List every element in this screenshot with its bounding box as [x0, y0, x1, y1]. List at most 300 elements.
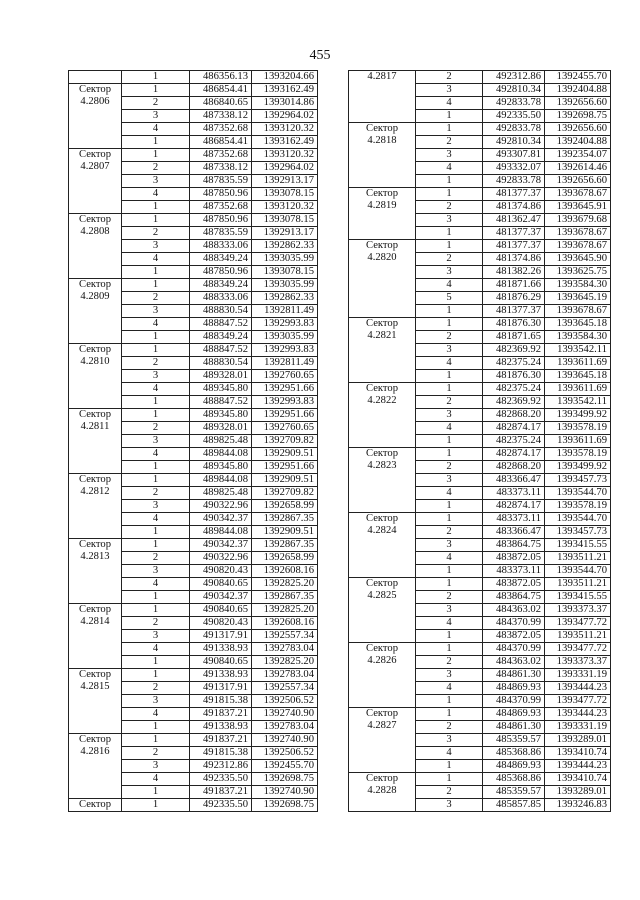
- coordinate-y: 1393499.92: [545, 461, 611, 474]
- coordinate-y: 1393542.11: [545, 396, 611, 409]
- coordinate-x: 481871.65: [483, 331, 545, 344]
- coordinate-x: 492312.86: [483, 71, 545, 84]
- coordinate-x: 487850.96: [190, 188, 252, 201]
- coordinate-y: 1392825.20: [252, 656, 318, 669]
- coordinate-x: 491338.93: [190, 669, 252, 682]
- coordinate-y: 1393078.15: [252, 214, 318, 227]
- sector-label: Сектор 4.2824: [349, 513, 416, 578]
- coordinate-x: 487835.59: [190, 227, 252, 240]
- point-number: 1: [416, 760, 483, 773]
- point-number: 4: [416, 422, 483, 435]
- point-number: 3: [122, 305, 190, 318]
- coordinate-x: 485368.86: [483, 747, 545, 760]
- point-number: 1: [122, 409, 190, 422]
- coordinate-x: 483864.75: [483, 539, 545, 552]
- point-number: 1: [122, 656, 190, 669]
- point-number: 4: [122, 643, 190, 656]
- coordinate-x: 488333.06: [190, 292, 252, 305]
- sector-label: Сектор 4.2818: [349, 123, 416, 188]
- point-number: 4: [416, 682, 483, 695]
- point-number: 3: [416, 344, 483, 357]
- coordinate-x: 490342.37: [190, 591, 252, 604]
- coordinate-x: 492833.78: [483, 97, 545, 110]
- table-row: [69, 669, 318, 682]
- table-row: [349, 773, 611, 786]
- coordinate-x: 484370.99: [483, 643, 545, 656]
- point-number: 1: [122, 539, 190, 552]
- point-number: 1: [416, 370, 483, 383]
- coordinate-x: 490820.43: [190, 617, 252, 630]
- coordinate-y: 1392698.75: [545, 110, 611, 123]
- coordinate-y: 1392783.04: [252, 643, 318, 656]
- table-row: [349, 383, 611, 396]
- coordinate-y: 1393331.19: [545, 669, 611, 682]
- coordinate-x: 485857.85: [483, 799, 545, 812]
- coordinate-y: 1392506.52: [252, 747, 318, 760]
- coordinate-y: 1392909.51: [252, 474, 318, 487]
- point-number: 1: [122, 474, 190, 487]
- point-number: 3: [416, 734, 483, 747]
- table-row: [349, 71, 611, 84]
- coordinate-y: 1392557.34: [252, 682, 318, 695]
- coordinate-x: 488349.24: [190, 279, 252, 292]
- coordinate-y: 1393645.19: [545, 292, 611, 305]
- coordinate-y: 1393477.72: [545, 695, 611, 708]
- sector-label: Сектор 4.2826: [349, 643, 416, 708]
- point-number: 2: [416, 136, 483, 149]
- coordinate-x: 488847.52: [190, 344, 252, 357]
- coordinate-y: 1392825.20: [252, 604, 318, 617]
- point-number: 4: [416, 357, 483, 370]
- coordinate-x: 489328.01: [190, 422, 252, 435]
- point-number: 1: [122, 669, 190, 682]
- point-number: 3: [416, 409, 483, 422]
- point-number: 2: [122, 552, 190, 565]
- coordinate-x: 484869.93: [483, 708, 545, 721]
- point-number: 2: [416, 331, 483, 344]
- coordinate-x: 488847.52: [190, 318, 252, 331]
- coordinate-y: 1393511.21: [545, 578, 611, 591]
- coordinate-x: 487338.12: [190, 110, 252, 123]
- point-number: 3: [122, 370, 190, 383]
- point-number: 1: [122, 331, 190, 344]
- table-row: [349, 123, 611, 136]
- coordinate-x: 484869.93: [483, 760, 545, 773]
- point-number: 1: [416, 695, 483, 708]
- point-number: 3: [416, 84, 483, 97]
- point-number: 3: [416, 539, 483, 552]
- point-number: 4: [416, 97, 483, 110]
- coordinate-y: 1393477.72: [545, 643, 611, 656]
- coordinate-x: 491815.38: [190, 695, 252, 708]
- coordinate-x: 483872.05: [483, 630, 545, 643]
- point-number: 1: [416, 110, 483, 123]
- coordinate-x: 485359.57: [483, 734, 545, 747]
- coordinate-x: 492810.34: [483, 84, 545, 97]
- point-number: 1: [122, 344, 190, 357]
- coordinate-y: 1392993.83: [252, 396, 318, 409]
- coordinate-y: 1392951.66: [252, 461, 318, 474]
- coordinate-x: 484363.02: [483, 656, 545, 669]
- coordinate-x: 491338.93: [190, 721, 252, 734]
- coordinate-y: 1393204.66: [252, 71, 318, 84]
- coordinate-y: 1393499.92: [545, 409, 611, 422]
- point-number: 4: [416, 279, 483, 292]
- coordinate-x: 482375.24: [483, 383, 545, 396]
- coordinate-y: 1392740.90: [252, 786, 318, 799]
- point-number: 1: [122, 396, 190, 409]
- coordinate-y: 1393645.18: [545, 318, 611, 331]
- coordinate-y: 1393544.70: [545, 513, 611, 526]
- point-number: 1: [416, 188, 483, 201]
- point-number: 4: [122, 773, 190, 786]
- coordinate-x: 492833.78: [483, 175, 545, 188]
- point-number: 4: [416, 162, 483, 175]
- point-number: 1: [416, 578, 483, 591]
- coordinate-y: 1392964.02: [252, 110, 318, 123]
- coordinate-y: 1393578.19: [545, 448, 611, 461]
- coordinate-y: 1393584.30: [545, 279, 611, 292]
- coordinate-x: 487352.68: [190, 201, 252, 214]
- coordinate-y: 1392783.04: [252, 721, 318, 734]
- coordinate-x: 487352.68: [190, 123, 252, 136]
- coordinate-x: 489825.48: [190, 435, 252, 448]
- point-number: 2: [416, 656, 483, 669]
- table-row: [349, 448, 611, 461]
- point-number: 1: [122, 734, 190, 747]
- coordinate-y: 1393410.74: [545, 747, 611, 760]
- coordinate-y: 1393035.99: [252, 253, 318, 266]
- table-row: [69, 84, 318, 97]
- coordinate-x: 481377.37: [483, 227, 545, 240]
- coordinate-y: 1392404.88: [545, 136, 611, 149]
- point-number: 1: [416, 513, 483, 526]
- coordinate-y: 1392909.51: [252, 448, 318, 461]
- coordinate-x: 482868.20: [483, 409, 545, 422]
- coordinate-x: 492335.50: [483, 110, 545, 123]
- coordinate-x: 490322.96: [190, 552, 252, 565]
- sector-label: Сектор 4.2813: [69, 539, 122, 604]
- point-number: 1: [416, 773, 483, 786]
- coordinate-x: 488349.24: [190, 331, 252, 344]
- coordinate-y: 1392656.60: [545, 175, 611, 188]
- coordinate-x: 490342.37: [190, 513, 252, 526]
- point-number: 1: [122, 266, 190, 279]
- point-number: 1: [416, 305, 483, 318]
- coordinate-y: 1392455.70: [252, 760, 318, 773]
- point-number: 2: [416, 71, 483, 84]
- coordinate-y: 1392811.49: [252, 357, 318, 370]
- coordinate-y: 1392698.75: [252, 799, 318, 812]
- coordinate-x: 481876.30: [483, 318, 545, 331]
- point-number: 1: [122, 786, 190, 799]
- sector-label: Сектор 4.2811: [69, 409, 122, 474]
- point-number: 2: [416, 786, 483, 799]
- point-number: 1: [122, 721, 190, 734]
- coordinate-x: 488830.54: [190, 305, 252, 318]
- coordinate-y: 1393457.73: [545, 526, 611, 539]
- point-number: 1: [416, 123, 483, 136]
- coordinate-y: 1393578.19: [545, 500, 611, 513]
- coordinate-x: 483366.47: [483, 526, 545, 539]
- coordinate-x: 491317.91: [190, 682, 252, 695]
- point-number: 4: [416, 487, 483, 500]
- coordinate-y: 1393511.21: [545, 630, 611, 643]
- point-number: 1: [122, 71, 190, 84]
- point-number: 5: [416, 292, 483, 305]
- coordinate-y: 1393544.70: [545, 487, 611, 500]
- coordinate-x: 489328.01: [190, 370, 252, 383]
- coordinate-x: 490840.65: [190, 656, 252, 669]
- point-number: 1: [122, 149, 190, 162]
- coordinate-x: 491338.93: [190, 643, 252, 656]
- coordinate-y: 1392698.75: [252, 773, 318, 786]
- coordinate-y: 1393373.37: [545, 656, 611, 669]
- coordinate-y: 1392867.35: [252, 539, 318, 552]
- point-number: 1: [122, 604, 190, 617]
- coordinate-x: 482375.24: [483, 357, 545, 370]
- point-number: 1: [122, 279, 190, 292]
- coordinate-x: 491837.21: [190, 734, 252, 747]
- coordinate-x: 492335.50: [190, 799, 252, 812]
- point-number: 1: [122, 591, 190, 604]
- point-number: 4: [416, 617, 483, 630]
- coordinate-y: 1392867.35: [252, 591, 318, 604]
- coordinate-x: 487835.59: [190, 175, 252, 188]
- coordinate-x: 485368.86: [483, 773, 545, 786]
- point-number: 1: [416, 175, 483, 188]
- point-number: 1: [122, 526, 190, 539]
- coordinate-y: 1393246.83: [545, 799, 611, 812]
- coordinate-x: 481382.26: [483, 266, 545, 279]
- coordinate-y: 1392913.17: [252, 227, 318, 240]
- table-row: [349, 318, 611, 331]
- coordinate-y: 1392656.60: [545, 123, 611, 136]
- coordinate-y: 1392455.70: [545, 71, 611, 84]
- coordinate-x: 490322.96: [190, 500, 252, 513]
- coordinate-x: 489844.08: [190, 474, 252, 487]
- coordinate-y: 1393444.23: [545, 760, 611, 773]
- point-number: 4: [122, 318, 190, 331]
- coordinate-y: 1393477.72: [545, 617, 611, 630]
- coordinate-y: 1393415.55: [545, 591, 611, 604]
- point-number: 1: [122, 201, 190, 214]
- point-number: 1: [416, 448, 483, 461]
- point-number: 3: [122, 760, 190, 773]
- sector-label: Сектор 4.2812: [69, 474, 122, 539]
- point-number: 4: [122, 708, 190, 721]
- coordinate-y: 1393078.15: [252, 266, 318, 279]
- coordinate-y: 1393120.32: [252, 149, 318, 162]
- coordinate-y: 1392740.90: [252, 708, 318, 721]
- point-number: 3: [122, 435, 190, 448]
- coordinate-y: 1392614.46: [545, 162, 611, 175]
- coordinate-x: 486840.65: [190, 97, 252, 110]
- point-number: 3: [122, 110, 190, 123]
- table-row: [69, 409, 318, 422]
- point-number: 4: [122, 188, 190, 201]
- coordinate-y: 1393578.19: [545, 422, 611, 435]
- coordinate-x: 492833.78: [483, 123, 545, 136]
- coordinate-y: 1393035.99: [252, 279, 318, 292]
- coordinate-x: 491837.21: [190, 708, 252, 721]
- point-number: 3: [122, 565, 190, 578]
- sector-label: Сектор 4.2809: [69, 279, 122, 344]
- table-row: [349, 578, 611, 591]
- point-number: 3: [416, 669, 483, 682]
- sector-label: Сектор 4.2819: [349, 188, 416, 240]
- coordinate-x: 481374.86: [483, 201, 545, 214]
- coordinate-y: 1393625.75: [545, 266, 611, 279]
- table-row: [349, 708, 611, 721]
- coordinate-x: 483872.05: [483, 578, 545, 591]
- coordinate-x: 489844.08: [190, 526, 252, 539]
- coordinate-x: 482375.24: [483, 435, 545, 448]
- sector-label: Сектор: [69, 799, 122, 812]
- point-number: 1: [122, 214, 190, 227]
- sector-label: Сектор 4.2810: [69, 344, 122, 409]
- coordinate-y: 1393678.67: [545, 305, 611, 318]
- coordinate-y: 1393120.32: [252, 123, 318, 136]
- coordinate-x: 484861.30: [483, 721, 545, 734]
- coordinate-y: 1393645.18: [545, 370, 611, 383]
- point-number: 1: [416, 383, 483, 396]
- coordinate-y: 1392506.52: [252, 695, 318, 708]
- coordinate-y: 1392811.49: [252, 305, 318, 318]
- coordinate-x: 483373.11: [483, 487, 545, 500]
- sector-label: Сектор 4.2825: [349, 578, 416, 643]
- point-number: 2: [122, 682, 190, 695]
- coordinate-x: 482874.17: [483, 422, 545, 435]
- coordinate-y: 1392909.51: [252, 526, 318, 539]
- coordinate-y: 1393679.68: [545, 214, 611, 227]
- coordinate-x: 483872.05: [483, 552, 545, 565]
- coordinate-x: 486356.13: [190, 71, 252, 84]
- point-number: 1: [416, 630, 483, 643]
- coordinate-x: 482868.20: [483, 461, 545, 474]
- table-row: [349, 643, 611, 656]
- point-number: 2: [122, 617, 190, 630]
- coordinate-y: 1393678.67: [545, 188, 611, 201]
- coordinate-x: 492335.50: [190, 773, 252, 786]
- coordinate-y: 1393542.11: [545, 344, 611, 357]
- point-number: 1: [122, 461, 190, 474]
- coordinate-x: 488847.52: [190, 396, 252, 409]
- point-number: 4: [122, 383, 190, 396]
- coordinate-x: 483366.47: [483, 474, 545, 487]
- sector-label: Сектор 4.2814: [69, 604, 122, 669]
- coordinate-y: 1392658.99: [252, 552, 318, 565]
- point-number: 1: [416, 318, 483, 331]
- point-number: 1: [122, 84, 190, 97]
- point-number: 2: [416, 396, 483, 409]
- coordinate-y: 1392760.65: [252, 370, 318, 383]
- table-row: [69, 149, 318, 162]
- coordinate-x: 488349.24: [190, 253, 252, 266]
- point-number: 2: [416, 721, 483, 734]
- coordinate-y: 1392867.35: [252, 513, 318, 526]
- coordinate-x: 481377.37: [483, 188, 545, 201]
- table-row: [69, 474, 318, 487]
- coordinate-x: 481377.37: [483, 305, 545, 318]
- coordinate-x: 493307.81: [483, 149, 545, 162]
- point-number: 3: [122, 175, 190, 188]
- coordinate-x: 481377.37: [483, 240, 545, 253]
- point-number: 3: [416, 266, 483, 279]
- point-number: 3: [122, 630, 190, 643]
- point-number: 1: [416, 227, 483, 240]
- coordinate-y: 1393331.19: [545, 721, 611, 734]
- coordinate-y: 1392993.83: [252, 318, 318, 331]
- point-number: 2: [122, 422, 190, 435]
- coordinate-y: 1392709.82: [252, 487, 318, 500]
- point-number: 2: [416, 253, 483, 266]
- coordinate-x: 481876.29: [483, 292, 545, 305]
- coordinate-y: 1393415.55: [545, 539, 611, 552]
- coordinate-y: 1393611.69: [545, 435, 611, 448]
- coordinate-y: 1393373.37: [545, 604, 611, 617]
- coordinate-y: 1392608.16: [252, 565, 318, 578]
- point-number: 4: [122, 513, 190, 526]
- coordinate-y: 1392404.88: [545, 84, 611, 97]
- point-number: 2: [416, 461, 483, 474]
- coordinate-x: 492312.86: [190, 760, 252, 773]
- coordinate-x: 484861.30: [483, 669, 545, 682]
- coordinate-y: 1392354.07: [545, 149, 611, 162]
- coordinate-x: 487850.96: [190, 266, 252, 279]
- coordinate-y: 1393444.23: [545, 682, 611, 695]
- coordinate-x: 482874.17: [483, 500, 545, 513]
- point-number: 3: [416, 474, 483, 487]
- point-number: 4: [122, 123, 190, 136]
- coordinate-y: 1392951.66: [252, 409, 318, 422]
- coordinate-y: 1392783.04: [252, 669, 318, 682]
- point-number: 2: [122, 97, 190, 110]
- coordinate-y: 1392740.90: [252, 734, 318, 747]
- coordinate-x: 486854.41: [190, 84, 252, 97]
- coordinate-x: 489844.08: [190, 448, 252, 461]
- point-number: 3: [416, 149, 483, 162]
- coordinate-x: 491815.38: [190, 747, 252, 760]
- coordinate-x: 487352.68: [190, 149, 252, 162]
- coordinate-x: 493332.07: [483, 162, 545, 175]
- point-number: 2: [122, 227, 190, 240]
- point-number: 1: [416, 565, 483, 578]
- table-row: [69, 799, 318, 812]
- point-number: 2: [416, 526, 483, 539]
- coordinate-y: 1392658.99: [252, 500, 318, 513]
- sector-label: Сектор 4.2822: [349, 383, 416, 448]
- point-number: 3: [122, 500, 190, 513]
- coordinate-y: 1393611.69: [545, 383, 611, 396]
- coordinate-y: 1393645.91: [545, 201, 611, 214]
- coordinate-y: 1392709.82: [252, 435, 318, 448]
- coordinate-x: 490840.65: [190, 578, 252, 591]
- coordinate-x: 484370.99: [483, 617, 545, 630]
- coordinate-y: 1393678.67: [545, 240, 611, 253]
- sector-label: Сектор 4.2815: [69, 669, 122, 734]
- sector-label: 4.2817: [349, 71, 416, 123]
- coordinate-x: 481876.30: [483, 370, 545, 383]
- coordinate-x: 492810.34: [483, 136, 545, 149]
- table-row: [349, 513, 611, 526]
- coordinate-x: 491317.91: [190, 630, 252, 643]
- coordinate-y: 1392608.16: [252, 617, 318, 630]
- point-number: 3: [122, 695, 190, 708]
- sector-label: Сектор 4.2823: [349, 448, 416, 513]
- coordinate-y: 1393410.74: [545, 773, 611, 786]
- point-number: 3: [416, 214, 483, 227]
